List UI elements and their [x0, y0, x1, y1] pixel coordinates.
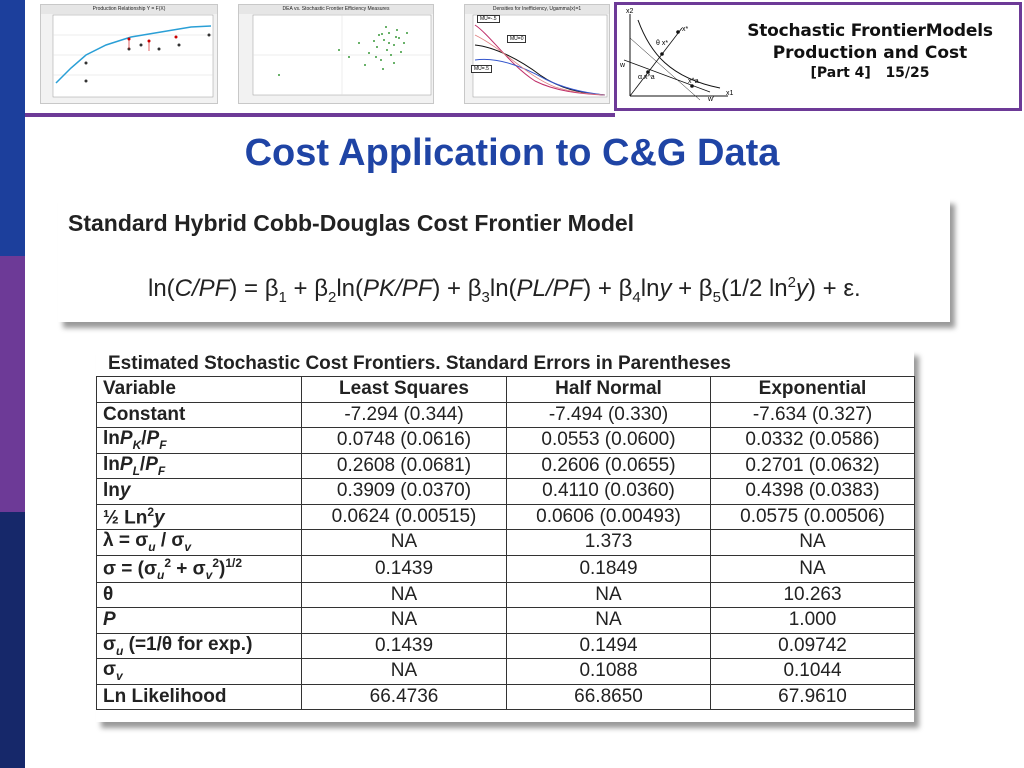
variable-label: $\lambda = \sigma_u / \sigma_v$	[97, 530, 302, 556]
table-cell: NA	[507, 608, 711, 634]
table-row	[97, 530, 915, 556]
density-label-mu-neg: MU=-.5	[477, 15, 500, 23]
table-cell: 0.0575 (0.00506)	[711, 504, 915, 530]
variable-label: $\ln P_L/P_F$	[97, 453, 302, 479]
table-cell: 0.2608 (0.0681)	[302, 453, 507, 479]
column-header: Exponential	[711, 377, 915, 403]
table-cell: 0.09742	[711, 633, 915, 659]
deck-slide-number	[715, 64, 1024, 83]
isoquant-label-w: w	[620, 62, 626, 69]
isoquant-label-x2: x2	[626, 8, 634, 15]
table-header-row	[97, 377, 915, 403]
table-cell: 10.263	[711, 582, 915, 608]
thumbnail-dea-scatter	[238, 4, 434, 104]
table-caption: Estimated Stochastic Cost Frontiers. Standard Errors in Parentheses	[108, 353, 731, 374]
table-cell: 0.0748 (0.0616)	[302, 428, 507, 454]
table-cell: -7.634 (0.327)	[711, 402, 915, 428]
isoquant-label-x-star: x*	[682, 26, 689, 33]
table-cell: NA	[711, 530, 915, 556]
density-label-mu-zero: MU=0	[507, 35, 526, 43]
table-row	[97, 582, 915, 608]
table-cell: 0.1439	[302, 633, 507, 659]
table-cell: NA	[302, 608, 507, 634]
model-title: Standard Hybrid Cobb-Douglas Cost Frontier Model	[68, 210, 635, 236]
table-cell: 0.4398 (0.0383)	[711, 479, 915, 505]
table-cell: 0.1088	[507, 659, 711, 685]
table-cell: 66.4736	[302, 684, 507, 710]
page-label: 15/25	[885, 65, 930, 81]
table-cell: 0.0553 (0.0600)	[507, 428, 711, 454]
deck-title-line1: Stochastic FrontierModels	[747, 21, 993, 41]
table-row	[97, 608, 915, 634]
variable-label: lny	[97, 479, 302, 505]
table-cell: 0.3909 (0.0370)	[302, 479, 507, 505]
table-row	[97, 633, 915, 659]
isoquant-label-theta-x: θ x*	[656, 40, 669, 47]
table-cell: 0.1439	[302, 555, 507, 582]
model-box	[58, 198, 950, 322]
variable-label: $\sigma_v$	[97, 659, 302, 685]
variable-label: θ	[97, 582, 302, 608]
table-row	[97, 555, 915, 582]
table-row	[97, 684, 915, 710]
estimates-table	[96, 376, 915, 710]
production-plot	[41, 5, 219, 105]
density-label-mu-pos: MU=.5	[471, 65, 492, 73]
variable-label: $\ln P_K/P_F$	[97, 428, 302, 454]
table-cell: 1.373	[507, 530, 711, 556]
left-strip-navy	[0, 512, 25, 768]
table-row	[97, 428, 915, 454]
table-cell: 0.2606 (0.0655)	[507, 453, 711, 479]
table-cell: 0.1849	[507, 555, 711, 582]
left-strip-purple	[0, 256, 25, 512]
variable-label: $\sigma_u$ (=1/θ for exp.)	[97, 633, 302, 659]
table-cell: 0.1044	[711, 659, 915, 685]
thumbnail-title: Production Relationship Y = F(X)	[41, 5, 217, 14]
table-row	[97, 402, 915, 428]
header-divider	[25, 113, 615, 117]
table-cell: 67.9610	[711, 684, 915, 710]
estimates-table-panel	[96, 350, 914, 722]
table-cell: NA	[302, 582, 507, 608]
left-strip-blue	[0, 0, 25, 256]
variable-label: ½ Ln$^2$y	[97, 504, 302, 530]
table-cell: 0.4110 (0.0360)	[507, 479, 711, 505]
table-cell: 66.8650	[507, 684, 711, 710]
dea-scatter-plot	[239, 5, 435, 105]
table-row	[97, 453, 915, 479]
isoquant-label-w-prime: w'	[708, 96, 715, 103]
table-cell: 0.1494	[507, 633, 711, 659]
column-header: Variable	[97, 377, 302, 403]
table-cell: -7.294 (0.344)	[302, 402, 507, 428]
isoquant-label-x-a: x^a	[688, 78, 699, 85]
table-cell: NA	[507, 582, 711, 608]
table-cell: 0.0332 (0.0586)	[711, 428, 915, 454]
thumbnail-production-plot	[40, 4, 218, 104]
thumbnail-title: Densities for Inefficiency, Ugamma(x)=1	[465, 5, 609, 14]
variable-label: $\sigma = (\sigma_u^2 + \sigma_v^2)^{1/2}$	[97, 555, 302, 582]
part-label: [Part 4]	[810, 65, 871, 81]
table-cell: NA	[302, 530, 507, 556]
column-header: Least Squares	[302, 377, 507, 403]
table-cell: 0.0624 (0.00515)	[302, 504, 507, 530]
table-cell: 0.2701 (0.0632)	[711, 453, 915, 479]
table-row	[97, 504, 915, 530]
table-cell: -7.494 (0.330)	[507, 402, 711, 428]
table-cell: 0.0606 (0.00493)	[507, 504, 711, 530]
isoquant-label-x1: x1	[726, 90, 734, 97]
column-header: Half Normal	[507, 377, 711, 403]
deck-title-line2: Production and Cost	[772, 43, 968, 63]
table-cell: NA	[302, 659, 507, 685]
table-row	[97, 659, 915, 685]
thumbnail-title: DEA vs. Stochastic Frontier Efficiency Measures	[239, 5, 433, 14]
variable-label: Constant	[97, 402, 302, 428]
cost-frontier-equation: $\ln(C/PF) = \beta_1 + \beta_2\ln(PK/PF) + \beta_3\ln(PL/PF) + \beta_4\ln y + \beta_5(1/2$ $\ln^2y) + \varepsilon$.	[148, 274, 861, 306]
table-cell: 1.000	[711, 608, 915, 634]
table-row	[97, 479, 915, 505]
variable-label: Ln Likelihood	[97, 684, 302, 710]
thumbnail-density-plot	[464, 4, 610, 104]
table-cell: NA	[711, 555, 915, 582]
isoquant-diagram	[620, 8, 730, 108]
deck-title	[715, 20, 1024, 83]
isoquant-label-alpha-x-a: α x^a	[638, 74, 655, 81]
slide-title: Cost Application to C&G Data	[244, 132, 780, 174]
variable-label: P	[97, 608, 302, 634]
